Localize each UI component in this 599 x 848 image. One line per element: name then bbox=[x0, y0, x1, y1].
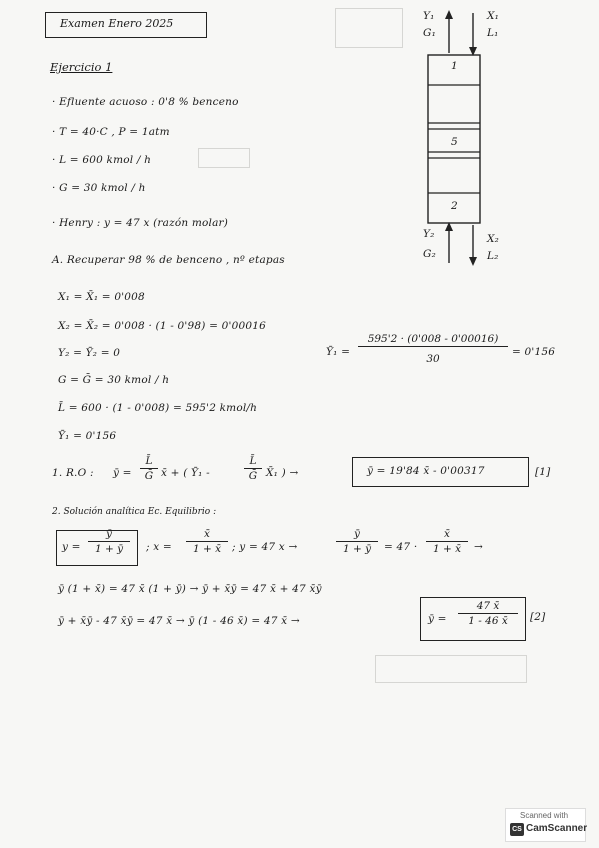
eq4-denominator: 1 + ȳ bbox=[342, 543, 372, 555]
bleed-through-box bbox=[375, 655, 527, 683]
analytic-line-2: ȳ (1 + x̄) = 47 x̄ (1 + ȳ) → ȳ + x̄ȳ = 47 x̄ + 47 x̄ȳ bbox=[58, 583, 322, 595]
column-top-liquid-in: X₁ bbox=[487, 10, 500, 22]
operating-line-lhs: ȳ = bbox=[113, 467, 132, 479]
eq1-numerator: ȳ bbox=[88, 528, 130, 542]
arrowhead-icon bbox=[445, 10, 453, 19]
eq5-numerator: x̄ bbox=[426, 528, 468, 542]
column-top-gas-flow: G₁ bbox=[423, 27, 436, 39]
operating-line-mid: x̄ + ( Ȳ₁ - bbox=[161, 467, 210, 479]
stage-1-label: 1 bbox=[451, 60, 458, 72]
eq2-fraction bbox=[186, 528, 228, 555]
analytic-line-3: ȳ + x̄ȳ - 47 x̄ȳ = 47 x̄ → ȳ (1 - 46 x̄) = 47 x̄ → bbox=[58, 615, 300, 627]
eq2-lhs: ; x = bbox=[146, 541, 172, 553]
l-line: L̄ = 600 · (1 - 0'008) = 595'2 kmol/h bbox=[58, 402, 258, 414]
camscanner-badge bbox=[505, 808, 586, 842]
column-bottom-gas-in: Y₂ bbox=[423, 228, 435, 240]
eq2-numerator: x̄ bbox=[186, 528, 228, 542]
eq5-denominator: 1 + x̄ bbox=[432, 543, 462, 555]
result-numerator: 47 x̄ bbox=[458, 600, 518, 614]
gas-flow-line: · G = 30 kmol / h bbox=[52, 182, 146, 194]
operating-line-ref: [1] bbox=[535, 466, 551, 478]
eq4-fraction bbox=[336, 528, 378, 555]
exam-title: Examen Enero 2025 bbox=[60, 17, 174, 30]
eq5: = 47 · bbox=[384, 541, 418, 553]
x1-line: X₁ = X̄₁ = 0'008 bbox=[58, 291, 145, 303]
camscanner-brand: CamScanner bbox=[526, 823, 588, 834]
result-lhs: ȳ = bbox=[428, 613, 447, 625]
column-bottom-liquid-flow: L₂ bbox=[487, 250, 499, 262]
exercise-heading: Ejercicio 1 bbox=[50, 60, 113, 74]
henry-line: · Henry : y = 47 x (razón molar) bbox=[52, 217, 229, 229]
column-bottom-liquid-out: X₂ bbox=[487, 233, 500, 245]
operating-line-result: ȳ = 19'84 x̄ - 0'00317 bbox=[367, 465, 485, 477]
lg-ratio-numerator: L̄ bbox=[244, 455, 262, 469]
lg-ratio-numerator: L̄ bbox=[140, 455, 158, 469]
bleed-through-box bbox=[198, 148, 250, 168]
eq5-tail: → bbox=[474, 541, 483, 553]
operating-line-label: 1. R.O : bbox=[52, 467, 94, 479]
part-a-statement: A. Recuperar 98 % de benceno , nº etapas bbox=[52, 254, 285, 266]
eq3: ; y = 47 x → bbox=[232, 541, 298, 553]
stage-5-label: 5 bbox=[451, 136, 458, 148]
operating-line-tail: X̄₁ ) → bbox=[266, 467, 299, 479]
x2-line: X₂ = X̄₂ = 0'008 · (1 - 0'98) = 0'00016 bbox=[58, 320, 267, 332]
eq4-numerator: ȳ bbox=[336, 528, 378, 542]
result-fraction bbox=[458, 600, 518, 627]
eq1-denominator: 1 + ȳ bbox=[94, 543, 124, 555]
y2-line: Y₂ = Ȳ₂ = 0 bbox=[58, 347, 121, 359]
y1-calc-result: = 0'156 bbox=[512, 346, 556, 358]
lg-ratio-1 bbox=[140, 455, 158, 482]
g-line: G = Ḡ = 30 kmol / h bbox=[58, 374, 170, 386]
operating-line-result-box bbox=[352, 457, 529, 487]
lg-ratio-2 bbox=[244, 455, 262, 482]
analytic-heading: 2. Solución analítica Ec. Equilibrio : bbox=[52, 507, 217, 517]
eq5-fraction bbox=[426, 528, 468, 555]
eq1-fraction bbox=[88, 528, 130, 555]
column-top-liquid-flow: L₁ bbox=[487, 27, 499, 39]
eq1-lhs: y = bbox=[62, 541, 81, 553]
liquid-flow-line: · L = 600 kmol / h bbox=[52, 154, 152, 166]
column-bottom-gas-flow: G₂ bbox=[423, 248, 436, 260]
arrowhead-icon bbox=[469, 257, 477, 266]
eq2-denominator: 1 + x̄ bbox=[192, 543, 222, 555]
column-top-gas-out: Y₁ bbox=[423, 10, 435, 22]
result-ref: [2] bbox=[530, 611, 546, 623]
lg-ratio-denominator: Ḡ bbox=[144, 470, 154, 482]
scanned-with-label: Scanned with bbox=[520, 811, 569, 820]
effluent-line: · Efluente acuoso : 0'8 % benceno bbox=[52, 96, 239, 108]
exam-title-box bbox=[45, 12, 207, 38]
lg-ratio-denominator: Ḡ bbox=[248, 470, 258, 482]
y1-line: Ȳ₁ = 0'156 bbox=[58, 430, 117, 442]
y1-calc-fraction bbox=[358, 333, 508, 365]
stage-2-label: 2 bbox=[451, 200, 458, 212]
y1-calc-lhs: Ȳ₁ = bbox=[326, 346, 351, 358]
temp-pressure-line: · T = 40·C , P = 1atm bbox=[52, 126, 170, 138]
y1-calc-numerator: 595'2 · (0'008 - 0'00016) bbox=[358, 333, 508, 347]
y1-calc-denominator: 30 bbox=[426, 353, 440, 365]
absorption-column-diagram bbox=[380, 5, 520, 270]
result-denominator: 1 - 46 x̄ bbox=[468, 615, 508, 627]
camscanner-logo-icon: CS bbox=[510, 823, 524, 836]
